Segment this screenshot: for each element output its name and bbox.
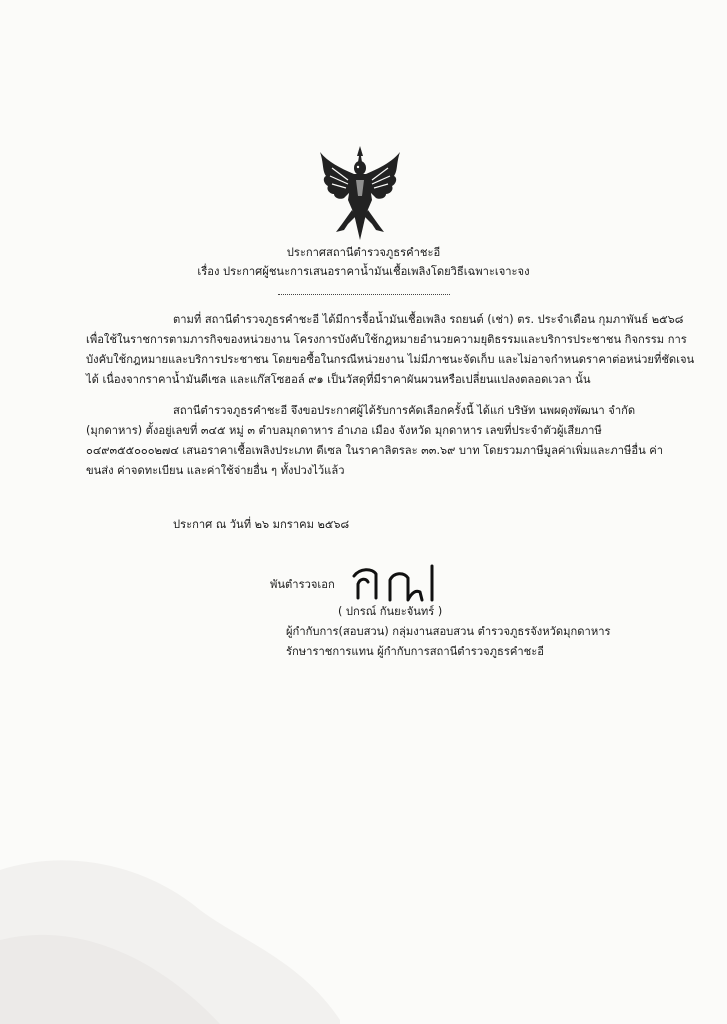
announce-date: ประกาศ ณ วันที่ ๒๖ มกราคม ๒๕๖๘ (173, 518, 350, 531)
handwritten-signature (350, 562, 460, 604)
signer-position-2: รักษาราชการแทน ผู้กำกับการสถานีตำรวจภูธรคำชะอี (286, 645, 544, 658)
subject-line: เรื่อง ประกาศผู้ชนะการเสนอราคาน้ำมันเชื้อเพลิงโดยวิธีเฉพาะเจาะจง (197, 265, 530, 278)
body-line-6: (มุกดาหาร) ตั้งอยู่เลขที่ ๓๔๕ หมู่ ๓ ตำบลมุกดาหาร อำเภอ เมือง จังหวัด มุกดาหาร เลขที่ประจำตัวผู้เสียภาษี (86, 424, 602, 437)
scan-stain (0, 850, 340, 1024)
signer-position-1: ผู้กำกับการ(สอบสวน) กลุ่มงานสอบสวน ตำรวจภูธรจังหวัดมุกดาหาร (286, 625, 611, 638)
divider-dotted (278, 294, 450, 295)
body-line-1: ตามที่ สถานีตำรวจภูธรคำชะอี ได้มีการจื้อน้ำมันเชื้อเพลิง รถยนต์ (เช่า) ตร. ประจำเดือน กุมภาพันธ์ ๒๕๖๘ (173, 313, 684, 326)
agency-title: ประกาศสถานีตำรวจภูธรคำชะอี (286, 246, 441, 259)
body-line-5: สถานีตำรวจภูธรคำชะอี จึงขอประกาศผู้ได้รับการคัดเลือกครั้งนี้ ได้แก่ บริษัท นพผดุงพัฒนา จำกัด (173, 404, 636, 417)
body-line-2: เพื่อใช้ในราชการตามภารกิจของหน่วยงาน โครงการบังคับใช้กฎหมายอำนวยความยุติธรรมและบริการประชาชน กิจกรรม การ (86, 333, 687, 346)
body-line-7: ๐๔๙๓๕๕๐๐๐๒๗๔ เสนอราคาเชื้อเพลิงประเภท ดีเซล ในราคาลิตรละ ๓๓.๖๙ บาท โดยรวมภาษีมูลค่าเพิ่มและภาษีอื่น ค่า (86, 444, 664, 457)
body-line-4: ได้ เนื่องจากราคาน้ำมันดีเซล และแก๊สโซฮอล์ ๙๑ เป็นวัสดุที่มีราคาผันผวนหรือเปลี่ยนแปลงตลอดเวลา นั้น (86, 373, 591, 386)
garuda-emblem-icon (318, 144, 402, 242)
body-line-8: ขนส่ง ค่าจดทะเบียน และค่าใช้จ่ายอื่น ๆ ทั้งปวงไว้แล้ว (86, 464, 345, 477)
signer-rank: พันตำรวจเอก (270, 578, 335, 591)
signer-name: ( ปกรณ์ กันยะจันทร์ ) (338, 605, 443, 618)
body-line-3: บังคับใช้กฎหมายและบริการประชาชน โดยขอซื้อในกรณีหน่วยงาน ไม่มีภาชนะจัดเก็บ และไม่อาจกำหนดราคาต่อหน่วยที่ชัดเจน (86, 353, 695, 366)
